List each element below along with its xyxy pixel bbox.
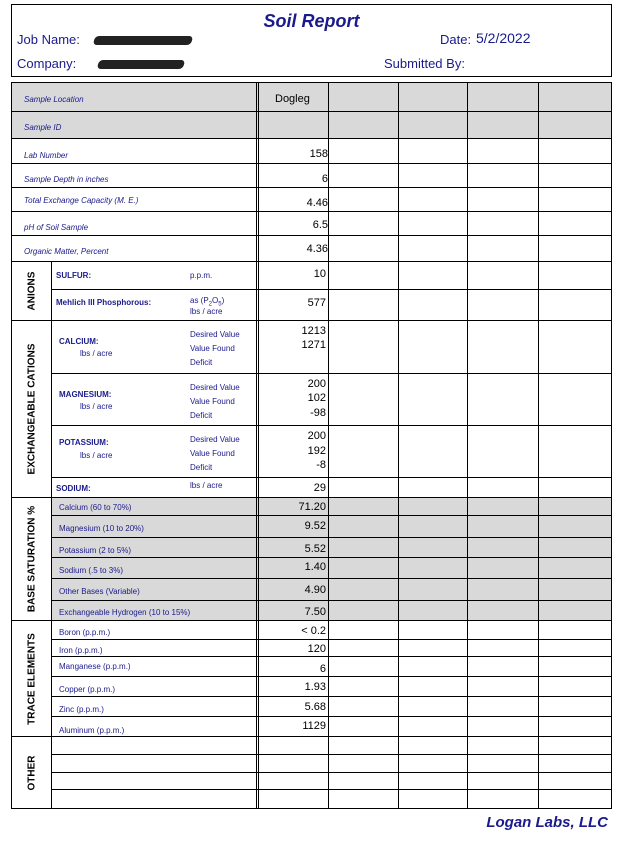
section-trace-elements [12, 621, 52, 737]
desired-label: Desired Value [190, 330, 240, 339]
row-label: Boron (p.p.m.) [59, 628, 111, 637]
column-divider [328, 83, 329, 808]
row-label: Sample ID [24, 123, 62, 132]
section-label: EXCHANGEABLE CATIONS [26, 343, 37, 475]
row-label: Iron (p.p.m.) [59, 646, 103, 655]
section-base-saturation [12, 498, 52, 621]
row-label: Zinc (p.p.m.) [59, 705, 104, 714]
section-label: BASE SATURATION % [26, 505, 37, 613]
potassium-deficit: -8 [316, 459, 326, 471]
sulfur-unit: p.p.m. [190, 271, 213, 280]
row-label: Total Exchange Capacity (M. E.) [24, 196, 139, 205]
section-other [12, 737, 52, 808]
column-divider [398, 83, 399, 808]
table-row [52, 755, 611, 773]
phosphorous-label: Mehlich III Phosphorous: [56, 298, 152, 307]
sodium-unit: lbs / acre [190, 481, 223, 490]
calcium-found: 1271 [301, 339, 326, 351]
table-row [52, 262, 611, 290]
table-row [52, 516, 611, 538]
magnesium-desired: 200 [307, 378, 326, 390]
row-label: Manganese (p.p.m.) [59, 662, 131, 671]
table-row [12, 139, 611, 164]
sodium-value: 29 [313, 482, 326, 494]
row-value: 4.36 [306, 243, 328, 255]
table-row [12, 188, 611, 212]
row-label: Lab Number [24, 151, 69, 160]
sample-location-value: Dogleg [275, 93, 310, 105]
table-row [52, 374, 611, 426]
table-row [52, 321, 611, 374]
potassium-desired: 200 [307, 430, 326, 442]
section-label: ANIONS [26, 271, 37, 311]
table-row [52, 717, 611, 737]
sulfur-label: SULFUR: [56, 271, 92, 280]
sodium-label: SODIUM: [56, 484, 91, 493]
phosphorous-unit2: lbs / acre [190, 307, 223, 316]
table-row [52, 498, 611, 516]
section-label: TRACE ELEMENTS [26, 632, 37, 725]
table-row [52, 478, 611, 498]
row-value: 1.93 [304, 681, 326, 693]
row-value: 6.5 [312, 219, 328, 231]
table-row [52, 640, 611, 657]
table-row [52, 773, 611, 790]
row-label: Copper (p.p.m.) [59, 685, 116, 694]
row-value: 5.52 [304, 543, 326, 555]
potassium-unit: lbs / acre [80, 451, 113, 460]
footer-company: Logan Labs, LLC [486, 814, 608, 831]
row-label: Sodium (.5 to 3%) [59, 566, 124, 575]
row-value: 5.68 [304, 701, 326, 713]
unit-part: ) [221, 296, 225, 305]
row-value: 6 [319, 663, 326, 675]
date-value: 5/2/2022 [476, 30, 531, 46]
magnesium-label: MAGNESIUM: [59, 390, 112, 399]
deficit-label: Deficit [190, 463, 213, 472]
row-label: Other Bases (Variable) [59, 587, 140, 596]
column-divider [538, 83, 539, 808]
row-value: 71.20 [298, 501, 326, 513]
section-label: OTHER [26, 755, 37, 790]
table-row [52, 697, 611, 717]
row-label: Potassium (2 to 5%) [59, 546, 132, 555]
section-anions [12, 262, 52, 321]
row-value: 9.52 [304, 520, 326, 532]
redacted-job-name [93, 36, 193, 45]
row-value: < 0.2 [301, 625, 326, 637]
potassium-label: POTASSIUM: [59, 438, 109, 447]
row-value: 4.90 [304, 584, 326, 596]
magnesium-unit: lbs / acre [80, 402, 113, 411]
table-row [52, 538, 611, 558]
unit-part: O [212, 296, 219, 305]
job-name-label: Job Name: [17, 32, 80, 47]
row-value: 1129 [302, 720, 326, 732]
row-value: 4.46 [306, 197, 328, 209]
magnesium-found: 102 [307, 392, 326, 404]
unit-sub: 2 [208, 301, 213, 308]
column-divider [256, 83, 259, 808]
phosphorous-value: 577 [307, 297, 326, 309]
deficit-label: Deficit [190, 358, 213, 367]
table-row [12, 236, 611, 262]
report-title: Soil Report [263, 11, 360, 31]
found-label: Value Found [190, 449, 235, 458]
row-value: 1.40 [304, 561, 326, 573]
table-row [12, 112, 611, 139]
row-label: Sample Depth in inches [24, 175, 109, 184]
table-row [52, 579, 611, 601]
row-label: Organic Matter, Percent [24, 247, 109, 256]
submitted-by-label: Submitted By: [384, 56, 465, 71]
table-row [52, 657, 611, 677]
table-row [12, 164, 611, 188]
row-value: 120 [307, 643, 326, 655]
unit-part: as (P [190, 296, 209, 305]
table-row [12, 212, 611, 236]
row-value: 6 [321, 173, 328, 185]
unit-sub: 5 [218, 301, 222, 308]
calcium-label: CALCIUM: [59, 337, 99, 346]
row-label: Exchangeable Hydrogen (10 to 15%) [59, 608, 191, 617]
redacted-company [97, 60, 185, 69]
calcium-unit: lbs / acre [80, 349, 113, 358]
table-row [52, 677, 611, 697]
desired-label: Desired Value [190, 383, 240, 392]
table-row [52, 621, 611, 640]
table-row [52, 737, 611, 755]
report-header [11, 4, 612, 77]
column-divider [467, 83, 468, 808]
table-row [52, 426, 611, 478]
desired-label: Desired Value [190, 435, 240, 444]
magnesium-deficit: -98 [310, 407, 326, 419]
found-label: Value Found [190, 397, 235, 406]
table-row [52, 601, 611, 621]
row-label: pH of Soil Sample [24, 223, 89, 232]
phosphorous-unit [190, 296, 224, 308]
table-row [52, 290, 611, 321]
row-label: Sample Location [24, 95, 84, 104]
row-label: Aluminum (p.p.m.) [59, 726, 125, 735]
row-value: 7.50 [304, 606, 326, 618]
soil-report-table [11, 82, 612, 809]
date-label: Date: [440, 32, 472, 47]
row-label: Magnesium (10 to 20%) [59, 524, 144, 533]
found-label: Value Found [190, 344, 235, 353]
section-cations [12, 321, 52, 498]
row-label: Calcium (60 to 70%) [59, 503, 132, 512]
sulfur-value: 10 [313, 268, 326, 280]
calcium-desired: 1213 [301, 325, 326, 337]
table-row [12, 83, 611, 112]
potassium-found: 192 [307, 445, 326, 457]
company-label: Company: [17, 56, 77, 71]
table-row [52, 558, 611, 579]
deficit-label: Deficit [190, 411, 213, 420]
row-value: 158 [309, 148, 328, 160]
